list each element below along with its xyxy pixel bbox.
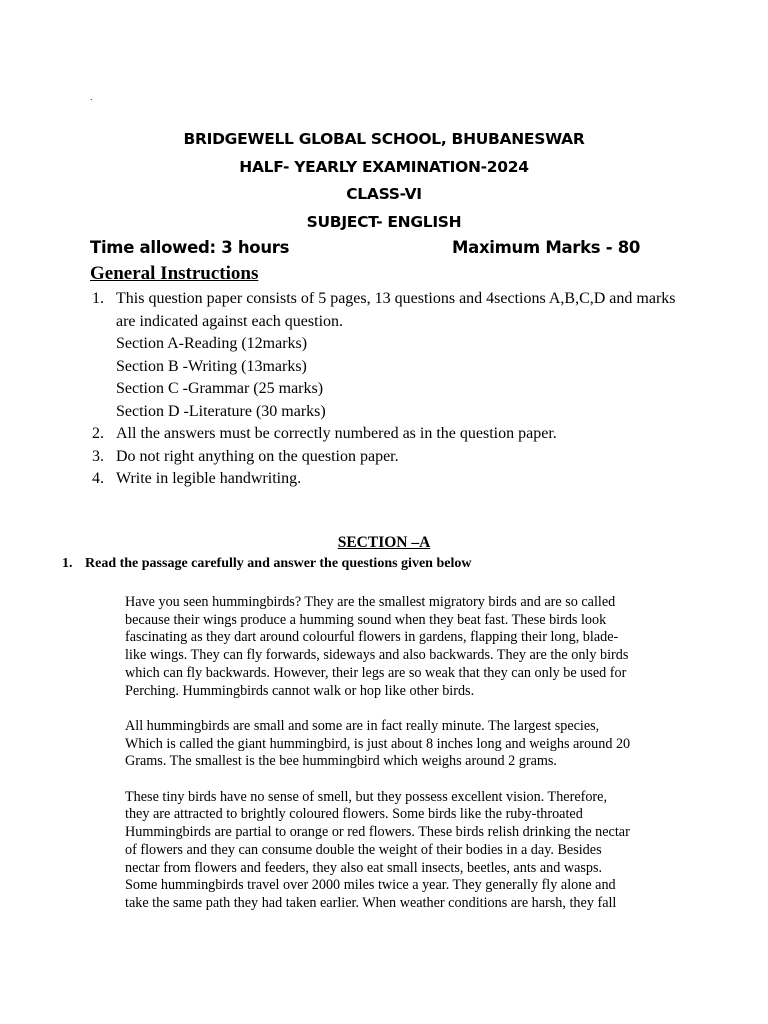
subject-label: SUBJECT- ENGLISH: [306, 212, 462, 231]
question-number: 1.: [62, 556, 73, 571]
instruction-text: Write in legible handwriting.: [116, 470, 302, 487]
instruction-item: [0, 423, 691, 446]
instruction-item: [0, 446, 691, 469]
instruction-number: 4.: [92, 470, 104, 487]
reading-passage: [125, 594, 670, 930]
exam-header: [0, 126, 768, 236]
passage-line: Have you seen hummingbirds? They are the smallest migratory birds and are so called: [125, 594, 616, 610]
instruction-text: This question paper consists of 5 pages, 13 questions and 4sections A,B,C,D and marks are indicated against each question.: [116, 290, 676, 330]
passage-line: These tiny birds have no sense of smell, but they possess excellent vision. Therefore,: [125, 788, 608, 805]
time-allowed: Time allowed: 3 hours: [90, 238, 290, 257]
instructions-list: [0, 288, 768, 491]
passage-line: like wings. They can fly forwards, sideways and also backwards. They are the only birds: [125, 647, 629, 664]
passage-line: of flowers and they can consume double the weight of their bodies in a day. Besides: [125, 841, 602, 858]
instruction-item: [0, 288, 691, 333]
general-instructions-title: General Instructions: [90, 263, 259, 284]
instruction-number: 2.: [92, 425, 104, 442]
passage-line: because their wings produce a humming sound when they beat fast. These birds look: [125, 611, 607, 628]
instruction-number: 3.: [92, 447, 104, 465]
instruction-text: All the answers must be correctly numbered as in the question paper.: [116, 425, 557, 442]
time-marks-row: [90, 236, 650, 260]
passage-line: take the same path they had taken earlier. When weather conditions are harsh, they fall: [125, 894, 617, 911]
passage-line: which can fly backwards. However, their legs are so weak that they can only be used for: [125, 664, 627, 681]
question-text: Read the passage carefully and answer the questions given below: [85, 556, 472, 571]
passage-line: Hummingbirds are partial to orange or red flowers. These birds relish drinking the nectar: [125, 824, 630, 841]
passage-paragraph: [125, 594, 670, 700]
section-marks-line: Section A-Reading (12marks): [116, 335, 308, 352]
section-marks-line: Section D -Literature (30 marks): [116, 402, 326, 420]
class-label: CLASS-VI: [346, 185, 422, 203]
passage-paragraph: [125, 718, 670, 771]
exam-title: HALF- YEARLY EXAMINATION-2024: [239, 157, 529, 176]
passage-line: nectar from flowers and feeders, they also eat small insects, beetles, ants and wasps.: [125, 859, 603, 876]
passage-line: they are attracted to brightly coloured flowers. Some birds like the ruby-throated: [125, 806, 583, 823]
maximum-marks: Maximum Marks - 80: [452, 238, 641, 257]
passage-line: All hummingbirds are small and some are in fact really minute. The largest species,: [125, 717, 600, 734]
passage-line: Which is called the giant hummingbird, is just about 8 inches long and weighs around 20: [125, 735, 631, 752]
instruction-text: Do not right anything on the question paper.: [116, 447, 399, 465]
instruction-item: [0, 468, 691, 491]
passage-paragraph: [125, 789, 670, 913]
school-name: BRIDGEWELL GLOBAL SCHOOL, BHUBANESWAR: [183, 130, 585, 148]
passage-line: Perching. Hummingbirds cannot walk or hop like other birds.: [125, 682, 475, 699]
passage-line: Grams. The smallest is the bee hummingbird which weighs around 2 grams.: [125, 753, 557, 770]
passage-line: Some hummingbirds travel over 2000 miles twice a year. They generally fly alone and: [125, 877, 616, 894]
section-marks-line: Section B -Writing (13marks): [116, 357, 307, 375]
section-marks-line: Section C -Grammar (25 marks): [116, 380, 324, 397]
section-a-heading: SECTION –A: [337, 534, 431, 551]
instruction-number: 1.: [92, 290, 104, 307]
page-mark: .: [90, 92, 93, 102]
passage-line: fascinating as they dart around colourful flowers in gardens, flapping their long, blade-: [125, 629, 619, 646]
question-1: [62, 554, 471, 574]
